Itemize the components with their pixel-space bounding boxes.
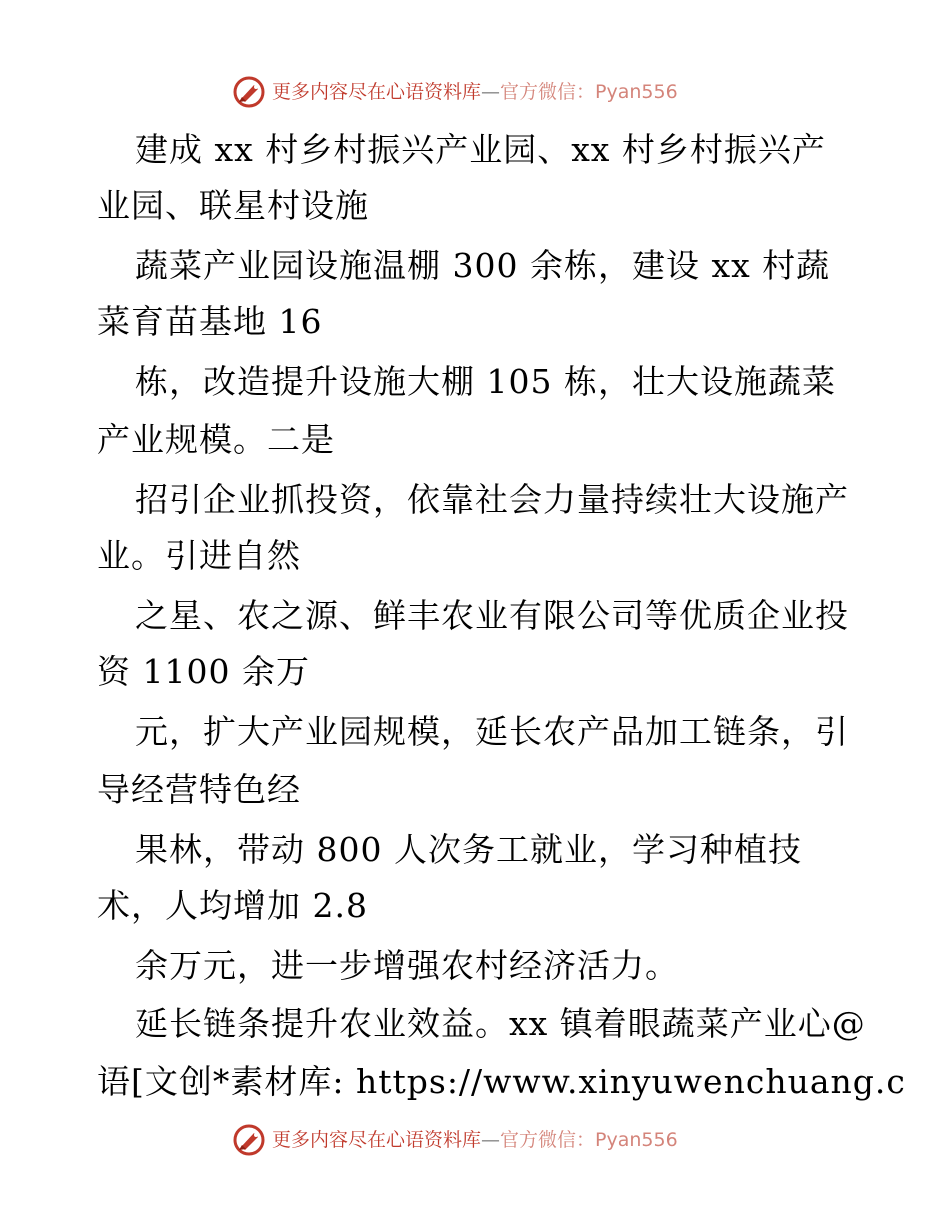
body-line: 元，扩大产业园规模，延长农产品加工链条，引 [135, 712, 849, 751]
body-line: 业园、联星村设施 [97, 186, 369, 225]
header-watermark [0, 72, 950, 112]
watermark-wechat-label: 官方微信： [500, 81, 596, 103]
body-line: 延长链条提升农业效益。xx 镇着眼蔬菜产业心@ [135, 1004, 866, 1043]
watermark-dash: — [481, 81, 501, 103]
body-line: 之星、农之源、鲜丰农业有限公司等优质企业投 [135, 596, 849, 635]
body-line: 建成 xx 村乡村振兴产业园、xx 村乡村振兴产 [135, 130, 826, 169]
watermark-account: Pyan556 [595, 81, 678, 103]
body-line: 余万元，进一步增强农村经济活力。 [135, 946, 679, 985]
watermark-site: 更多内容尽在心语资料库 [272, 1129, 482, 1151]
body-line: 栋，改造提升设施大棚 105 栋，壮大设施蔬菜 [135, 362, 836, 401]
body-line: 果林，带动 800 人次务工就业，学习种植技 [135, 830, 802, 869]
body-line: 招引企业抓投资，依靠社会力量持续壮大设施产 [135, 480, 849, 519]
watermark-wechat-label: 官方微信： [500, 1129, 596, 1151]
body-line: 蔬菜产业园设施温棚 300 余栋，建设 xx 村蔬 [135, 246, 831, 285]
body-line: 菜育苗基地 16 [97, 302, 323, 341]
body-line: 导经营特色经 [97, 770, 301, 809]
watermark-text [272, 1124, 678, 1156]
watermark-site: 更多内容尽在心语资料库 [272, 81, 482, 103]
watermark-account: Pyan556 [595, 1129, 678, 1151]
footer-watermark [0, 1120, 950, 1160]
body-line: 术，人均增加 2.8 [97, 886, 368, 925]
watermark-dash: — [481, 1129, 501, 1151]
watermark-text [272, 76, 678, 108]
body-line: 业。引进自然 [97, 536, 301, 575]
body-line: 产业规模。二是 [97, 420, 335, 459]
pen-logo-icon [232, 75, 266, 109]
body-line: 语[文创*素材库: https://www.xinyuwenchuang.c [97, 1062, 906, 1101]
pen-logo-icon [232, 1123, 266, 1157]
body-line: 资 1100 余万 [97, 652, 310, 691]
